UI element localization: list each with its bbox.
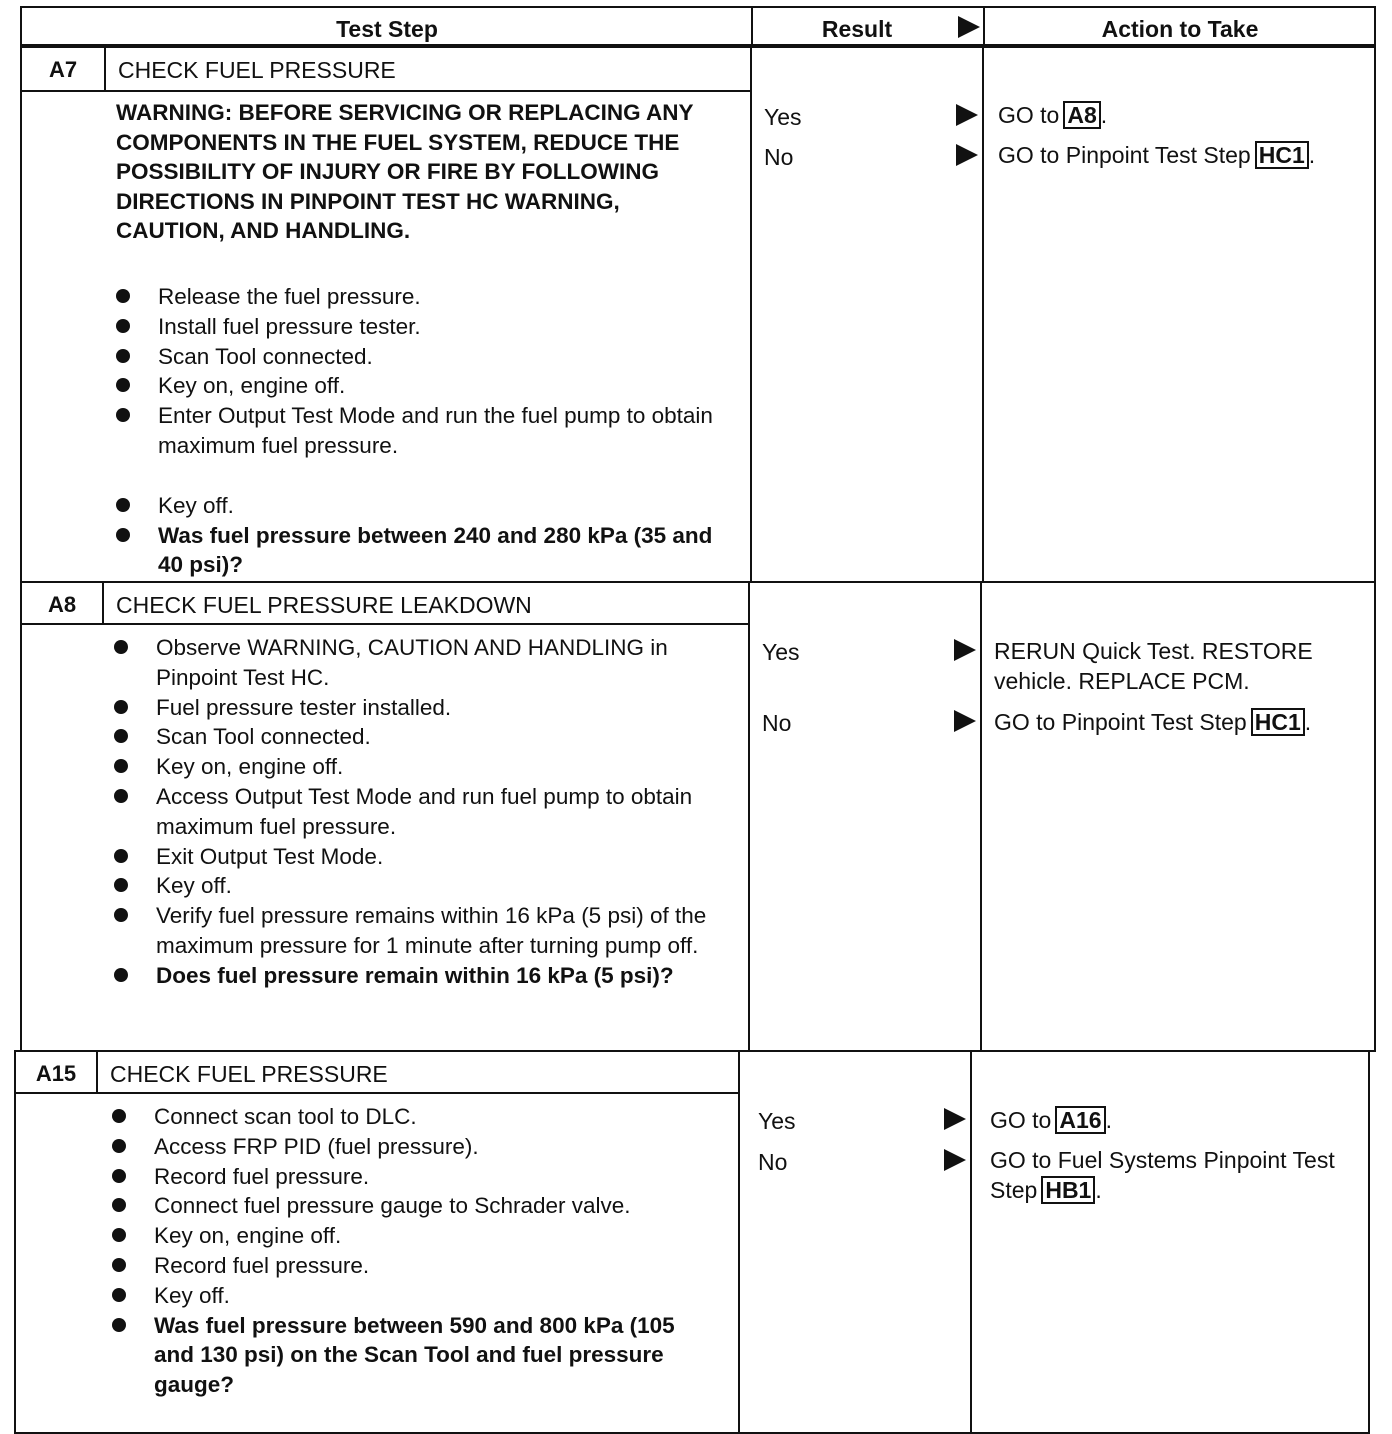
table-header <box>20 6 1376 46</box>
list-item: Key off. <box>112 1281 712 1311</box>
step-title: CHECK FUEL PRESSURE <box>110 1061 388 1087</box>
list-item: Exit Output Test Mode. <box>114 842 724 872</box>
bullet-icon <box>112 1109 126 1123</box>
step-code: A7 <box>48 57 78 82</box>
result-yes: Yes <box>762 639 800 665</box>
result-yes: Yes <box>764 104 802 130</box>
list-item: Was fuel pressure between 590 and 800 kPa (105 and 130 psi) on the Scan Tool and fuel pressure gauge? <box>112 1311 712 1400</box>
list-item: Key on, engine off. <box>112 1221 712 1251</box>
header-test-step: Test Step <box>336 16 438 42</box>
bullet-icon <box>116 289 130 303</box>
action-no: GO to Pinpoint Test Step HC1 . <box>994 709 1312 735</box>
list-item: Scan Tool connected. <box>114 722 724 752</box>
list-item: Key on, engine off. <box>114 752 724 782</box>
bullet-icon <box>114 729 128 743</box>
bullet-icon <box>116 528 130 542</box>
list-item: Enter Output Test Mode and run the fuel pump to obtain maximum fuel pressure. <box>116 401 716 461</box>
warning-text: WARNING: BEFORE SERVICING OR REPLACING ANY COMPONENTS IN THE FUEL SYSTEM, REDUCE THE POSSIBILITY OF INJURY OR FIRE BY FOLLOWING DIRECTIONS IN PINPOINT TEST HC WARNING, CAUTION, AND HANDLING. <box>116 100 694 244</box>
bullet-icon <box>114 789 128 803</box>
list-item: Connect scan tool to DLC. <box>112 1102 712 1132</box>
result-no: No <box>758 1149 788 1175</box>
step-ref[interactable]: HB1 <box>1041 1176 1095 1204</box>
result-no: No <box>762 710 792 736</box>
step-ref[interactable]: HC1 <box>1251 708 1305 736</box>
bullet-icon <box>116 349 130 363</box>
list-item: Key off. <box>116 491 716 521</box>
list-item: Release the fuel pressure. <box>116 282 716 312</box>
step-ref[interactable]: A16 <box>1055 1106 1105 1134</box>
bullet-icon <box>114 700 128 714</box>
list-item: Access FRP PID (fuel pressure). <box>112 1132 712 1162</box>
list-item: Record fuel pressure. <box>112 1162 712 1192</box>
arrow-icon <box>954 639 976 661</box>
bullet-icon <box>116 378 130 392</box>
bullet-icon <box>112 1318 126 1332</box>
arrow-icon <box>944 1108 966 1130</box>
bullet-icon <box>116 498 130 512</box>
step-a8 <box>20 581 1376 1052</box>
list-item: Fuel pressure tester installed. <box>114 693 724 723</box>
result-yes: Yes <box>758 1108 796 1134</box>
bullet-icon <box>114 849 128 863</box>
action-yes: GO to A8 . <box>998 102 1108 128</box>
bullet-icon <box>112 1169 126 1183</box>
bullet-icon <box>114 968 128 982</box>
arrow-icon <box>944 1149 966 1171</box>
bullet-icon <box>112 1258 126 1272</box>
bullet-icon <box>114 878 128 892</box>
step-title: CHECK FUEL PRESSURE <box>118 57 396 83</box>
step-title: CHECK FUEL PRESSURE LEAKDOWN <box>116 592 532 618</box>
bullet-icon <box>114 759 128 773</box>
action-yes: RERUN Quick Test. RESTORE vehicle. REPLACE PCM. <box>994 638 1313 694</box>
result-no: No <box>764 144 794 170</box>
bullet-icon <box>114 640 128 654</box>
list-item: Install fuel pressure tester. <box>116 312 716 342</box>
list-item: Connect fuel pressure gauge to Schrader valve. <box>112 1191 712 1221</box>
header-arrow-icon <box>958 16 980 38</box>
list-item: Does fuel pressure remain within 16 kPa (5 psi)? <box>114 961 724 991</box>
step-code: A15 <box>35 1061 77 1086</box>
bullet-icon <box>112 1198 126 1212</box>
step-ref[interactable]: HC1 <box>1255 141 1309 169</box>
header-result: Result <box>821 16 893 42</box>
bullet-icon <box>114 908 128 922</box>
list-item: Was fuel pressure between 240 and 280 kPa (35 and 40 psi)? <box>116 521 716 581</box>
list-item: Record fuel pressure. <box>112 1251 712 1281</box>
header-action: Action to Take <box>1101 16 1259 42</box>
bullet-icon <box>116 319 130 333</box>
step-a15-bullets <box>112 1102 712 1400</box>
action-yes: GO to A16 . <box>990 1107 1112 1133</box>
step-a8-bullets <box>114 633 724 991</box>
step-code: A8 <box>47 592 77 617</box>
arrow-icon <box>956 144 978 166</box>
bullet-icon <box>112 1139 126 1153</box>
list-item: Key on, engine off. <box>116 371 716 401</box>
list-item: Verify fuel pressure remains within 16 kPa (5 psi) of the maximum pressure for 1 minute after turning pump off. <box>114 901 724 961</box>
step-ref[interactable]: A8 <box>1063 101 1100 129</box>
step-a7 <box>20 46 1376 583</box>
bullet-icon <box>116 408 130 422</box>
arrow-icon <box>956 104 978 126</box>
list-item: Key off. <box>114 871 724 901</box>
action-no: GO to Pinpoint Test Step HC1 . <box>998 142 1316 168</box>
bullet-icon <box>112 1288 126 1302</box>
list-item: Scan Tool connected. <box>116 342 716 372</box>
list-item: Observe WARNING, CAUTION AND HANDLING in Pinpoint Test HC. <box>114 633 724 693</box>
list-item: Access Output Test Mode and run fuel pump to obtain maximum fuel pressure. <box>114 782 724 842</box>
step-a7-bullets <box>116 282 716 580</box>
bullet-icon <box>112 1228 126 1242</box>
arrow-icon <box>954 710 976 732</box>
action-no: GO to Fuel Systems Pinpoint Test Step HB1 . <box>990 1147 1335 1203</box>
step-a15 <box>14 1050 1370 1434</box>
